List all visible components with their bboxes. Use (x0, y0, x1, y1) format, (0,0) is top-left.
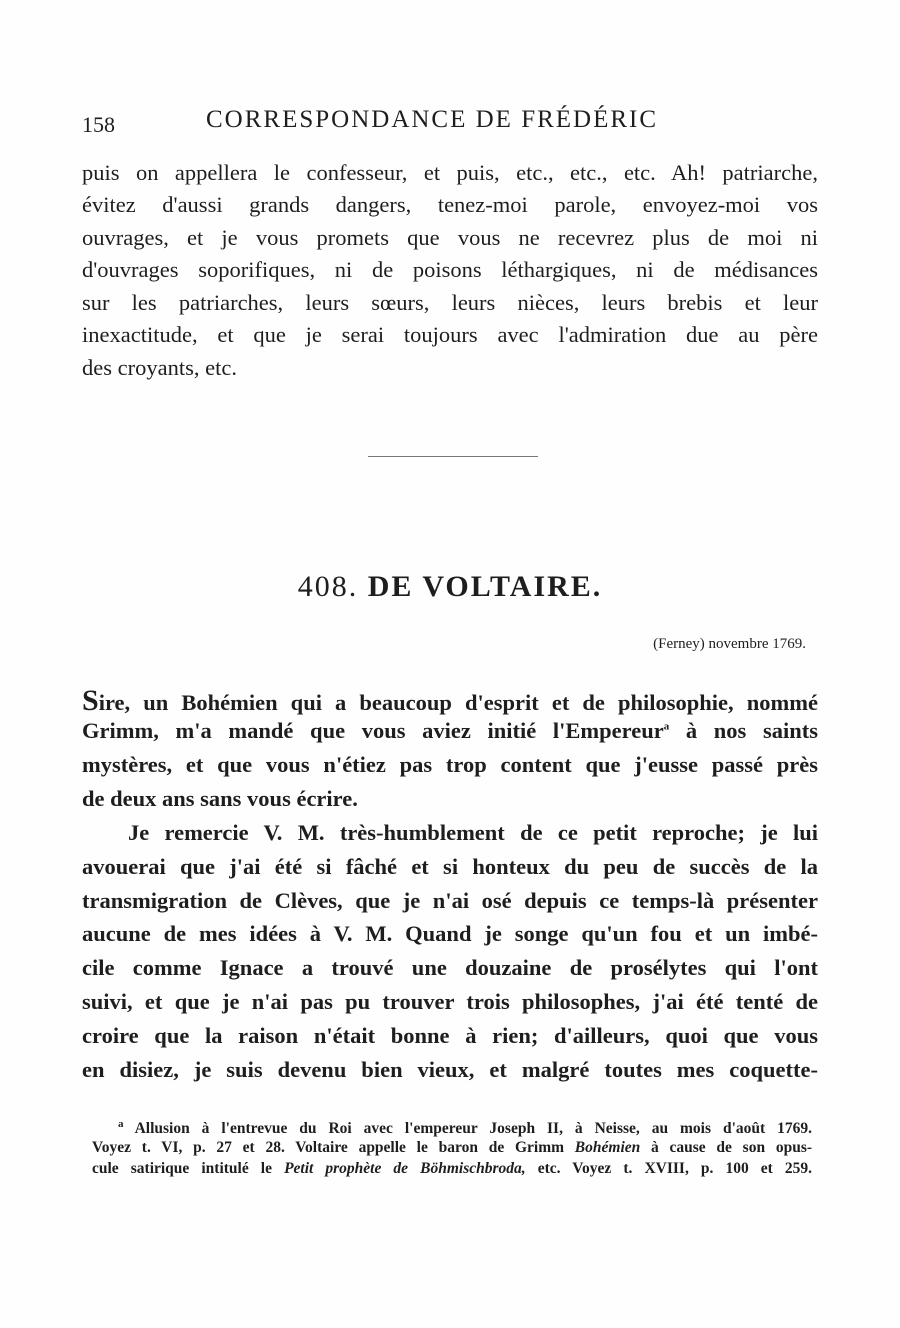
page-number: 158 (82, 112, 115, 137)
running-header (82, 106, 818, 138)
footnote-marker: a (118, 1118, 124, 1130)
text-line: des croyants, etc. (82, 355, 237, 380)
text-line: mystères, et que vous n'étiez pas trop content que j'eusse passé près (82, 752, 818, 777)
text-span: à nos saints (669, 718, 818, 743)
text-line: aucune de mes idées à V. M. Quand je songe qu'un fou et un imbé- (82, 921, 818, 946)
text-span: ire, un Bohémien qui a beaucoup d'esprit et de philosophie, nommé (98, 690, 818, 715)
text-line: de deux ans sans vous écrire. (82, 786, 358, 811)
footnote-line (92, 1139, 812, 1157)
text-line: inexactitude, et que je serai toujours avec l'admiration due au père (82, 322, 818, 347)
text-line: avouerai que j'ai été si fâché et si honteux du peu de succès de la (82, 854, 818, 879)
text-line: d'ouvrages soporifiques, ni de poisons léthargiques, ni de médisances (82, 257, 818, 282)
italic-span: Petit prophète de Böhmischbroda, (284, 1160, 526, 1177)
text-line (82, 718, 818, 744)
text-span: Voyez t. VI, p. 27 et 28. Voltaire appelle le baron de Grimm (92, 1139, 575, 1156)
text-line: en disiez, je suis devenu bien vieux, et malgré toutes mes coquette- (82, 1057, 818, 1082)
text-span: à cause de son opus- (640, 1139, 813, 1156)
letter-heading (0, 570, 900, 604)
dateline: (Ferney) novembre 1769. (653, 636, 806, 652)
text-line: croire que la raison n'était bonne à rien; d'ailleurs, quoi que vous (82, 1023, 818, 1048)
text-line: évitez d'aussi grands dangers, tenez-moi parole, envoyez-moi vos (82, 192, 818, 217)
footnote-line (118, 1118, 812, 1138)
text-line (82, 684, 818, 718)
running-title: CORRESPONDANCE DE FRÉDÉRIC (206, 106, 659, 133)
text-line: transmigration de Clèves, que je n'ai osé depuis ce temps-là présenter (82, 888, 818, 913)
section-divider (368, 456, 538, 457)
text-line: Je remercie V. M. très-humblement de ce petit reproche; je lui (128, 820, 818, 845)
letter-title: DE VOLTAIRE. (367, 570, 603, 603)
initial-capital: S (82, 684, 99, 717)
text-line: puis on appellera le confesseur, et puis, etc., etc., etc. Ah! patriarche, (82, 160, 818, 185)
text-line: ouvrages, et je vous promets que vous ne recevrez plus de moi ni (82, 225, 818, 250)
letter-number: 408. (297, 570, 359, 603)
text-span: Grimm, m'a mandé que vous aviez initié l'Empereur (82, 718, 664, 743)
text-span: etc. Voyez t. XVIII, p. 100 et 259. (525, 1160, 813, 1177)
italic-span: Bohémien (574, 1139, 641, 1156)
text-span: Allusion à l'entrevue du Roi avec l'empereur Joseph II, à Neisse, au mois d'août 1769. (134, 1120, 812, 1138)
text-line: suivi, et que je n'ai pas pu trouver trois philosophes, j'ai été tenté de (82, 989, 818, 1014)
footnote-line (92, 1160, 812, 1178)
text-line: sur les patriarches, leurs sœurs, leurs nièces, leurs brebis et leur (82, 290, 818, 315)
text-span: cule satirique intitulé le (92, 1160, 285, 1177)
text-line: cile comme Ignace a trouvé une douzaine de prosélytes qui l'ont (82, 955, 818, 980)
footnote-ref[interactable]: a (663, 720, 670, 733)
